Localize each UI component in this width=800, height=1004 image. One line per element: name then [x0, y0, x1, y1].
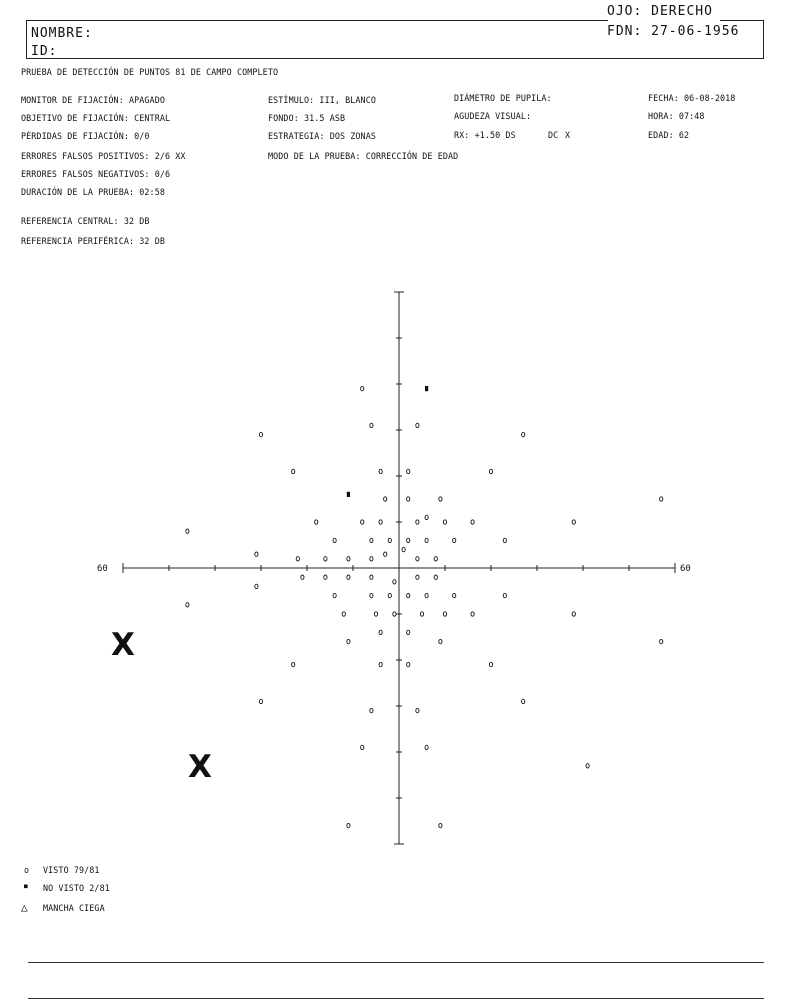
seen-point [370, 708, 373, 712]
seen-point [402, 547, 405, 551]
seen-point [420, 612, 423, 616]
seen-point [347, 557, 350, 561]
seen-point [453, 538, 456, 542]
seen-point [324, 575, 327, 579]
axis-label-right: 60 [680, 564, 691, 574]
seen-point [333, 538, 336, 542]
seen-point [416, 423, 419, 427]
seen-point [572, 520, 575, 524]
seen-point [292, 469, 295, 473]
seen-point [660, 639, 663, 643]
seen-point [315, 520, 318, 524]
fixation-target: OBJETIVO DE FIJACIÓN: CENTRAL [21, 113, 171, 123]
fixation-losses: PÉRDIDAS DE FIJACIÓN: 0/0 [21, 131, 150, 141]
not-seen-point [347, 492, 350, 497]
seen-point [425, 515, 428, 519]
seen-point [503, 593, 506, 597]
seen-point [393, 580, 396, 584]
seen-point [374, 612, 377, 616]
seen-point [388, 538, 391, 542]
seen-point [407, 662, 410, 666]
id-label: ID: [31, 44, 58, 59]
test-name: PRUEBA DE DETECCIÓN DE PUNTOS 81 DE CAMPO COMPLETO [21, 67, 279, 77]
seen-point [416, 708, 419, 712]
seen-point [342, 612, 345, 616]
x-mark-2: X [188, 749, 212, 785]
seen-point [333, 593, 336, 597]
seen-point [384, 497, 387, 501]
seen-point [379, 469, 382, 473]
seen-point [393, 612, 396, 616]
time: HORA: 07:48 [648, 111, 705, 121]
fixation-monitor: MONITOR DE FIJACIÓN: APAGADO [21, 95, 165, 105]
seen-point [301, 575, 304, 579]
seen-point [416, 575, 419, 579]
visual-field-chart [0, 270, 800, 860]
seen-point [434, 557, 437, 561]
background: FONDO: 31.5 ASB [268, 113, 346, 123]
stimulus: ESTÍMULO: III, BLANCO [268, 95, 376, 105]
seen-point [388, 593, 391, 597]
seen-point [186, 603, 189, 607]
legend-seen-symbol: o [24, 865, 30, 875]
seen-point [186, 529, 189, 533]
test-mode: MODO DE LA PRUEBA: CORRECCIÓN DE EDAD [268, 151, 459, 161]
central-reference: REFERENCIA CENTRAL: 32 DB [21, 216, 150, 226]
seen-point [370, 557, 373, 561]
seen-point [292, 662, 295, 666]
seen-point [370, 423, 373, 427]
seen-point [425, 538, 428, 542]
seen-point [660, 497, 663, 501]
pupil-diameter: DIÁMETRO DE PUPILA: [454, 93, 552, 103]
seen-point [370, 538, 373, 542]
seen-point [425, 745, 428, 749]
seen-point [489, 662, 492, 666]
seen-point [361, 745, 364, 749]
seen-point [439, 639, 442, 643]
seen-point [407, 469, 410, 473]
seen-point [347, 575, 350, 579]
seen-point [416, 520, 419, 524]
axis-label-left: 60 [97, 564, 108, 574]
seen-point [370, 575, 373, 579]
legend-blind-symbol: △ [21, 901, 28, 914]
seen-point [379, 520, 382, 524]
not-seen-point [425, 386, 428, 391]
test-duration: DURACIÓN DE LA PRUEBA: 02:58 [21, 187, 165, 197]
seen-point [489, 469, 492, 473]
seen-point [503, 538, 506, 542]
dc-x: X [565, 130, 571, 140]
field-points [186, 386, 663, 828]
seen-point [384, 552, 387, 556]
seen-point [443, 520, 446, 524]
seen-point [425, 593, 428, 597]
seen-point [416, 557, 419, 561]
seen-point [347, 823, 350, 827]
strategy: ESTRATEGIA: DOS ZONAS [268, 131, 376, 141]
footer-line-top [28, 962, 764, 963]
seen-point [407, 593, 410, 597]
seen-point [296, 557, 299, 561]
seen-point [439, 823, 442, 827]
x-mark-1: X [111, 627, 135, 663]
seen-point [522, 432, 525, 436]
false-negatives: ERRORES FALSOS NEGATIVOS: 0/6 [21, 169, 171, 179]
rx: RX: +1.50 DS [454, 130, 516, 140]
dc-label: DC [548, 130, 559, 140]
seen-point [471, 520, 474, 524]
legend-blind-spot: MANCHA CIEGA [43, 903, 105, 913]
seen-point [407, 497, 410, 501]
seen-point [347, 639, 350, 643]
seen-point [572, 612, 575, 616]
seen-point [471, 612, 474, 616]
seen-point [586, 764, 589, 768]
seen-point [443, 612, 446, 616]
seen-point [453, 593, 456, 597]
seen-point [434, 575, 437, 579]
seen-point [370, 593, 373, 597]
eye-label: OJO: DERECHO [607, 4, 713, 19]
legend-not-seen-symbol: ■ [24, 883, 28, 890]
peripheral-reference: REFERENCIA PERIFÉRICA: 32 DB [21, 236, 165, 246]
seen-point [255, 584, 258, 588]
name-label: NOMBRE: [31, 26, 93, 41]
dob-label: FDN: 27-06-1956 [607, 24, 740, 39]
seen-point [361, 386, 364, 390]
seen-point [324, 557, 327, 561]
footer-line-bottom [28, 998, 764, 999]
seen-point [255, 552, 258, 556]
seen-point [259, 699, 262, 703]
seen-point [407, 538, 410, 542]
seen-point [379, 662, 382, 666]
visual-acuity: AGUDEZA VISUAL: [454, 111, 532, 121]
age: EDAD: 62 [648, 130, 690, 140]
date: FECHA: 06-08-2018 [648, 93, 736, 103]
seen-point [407, 630, 410, 634]
false-positives: ERRORES FALSOS POSITIVOS: 2/6 XX [21, 151, 186, 161]
legend-seen: VISTO 79/81 [43, 865, 100, 875]
seen-point [522, 699, 525, 703]
seen-point [439, 497, 442, 501]
seen-point [379, 630, 382, 634]
seen-point [361, 520, 364, 524]
legend-not-seen: NO VISTO 2/81 [43, 883, 110, 893]
seen-point [259, 432, 262, 436]
